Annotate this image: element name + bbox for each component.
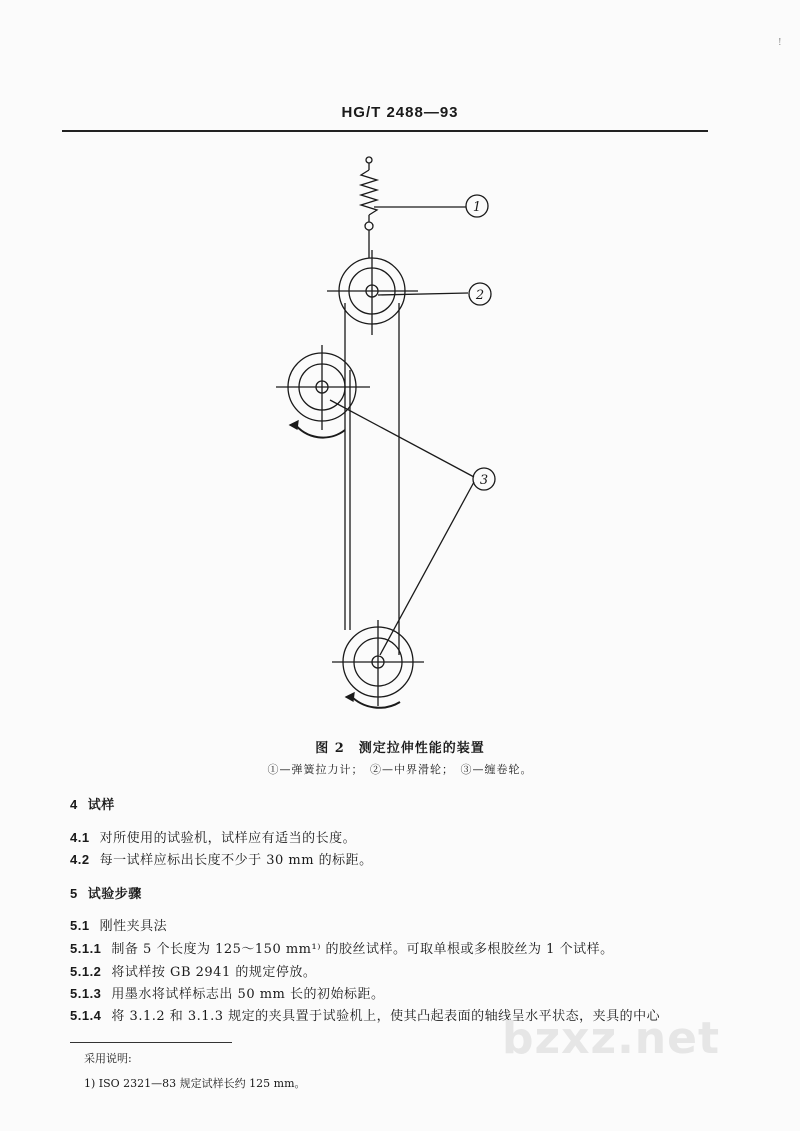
tensile-apparatus-diagram — [0, 140, 800, 730]
footnote-rule — [70, 1042, 232, 1043]
callout-label-2: 2 — [475, 288, 485, 303]
winding-wheel-upper — [276, 345, 370, 438]
clause-text: 每一试样应标出长度不少于 30 mm 的标距。 — [99, 853, 373, 868]
clause-4-1 — [70, 827, 356, 846]
clause-5-1 — [70, 915, 167, 934]
figure-caption: 图 2 测定拉伸性能的装置 — [315, 741, 485, 756]
clause-number: 5.1.4 — [70, 1008, 102, 1023]
clause-text: 对所使用的试验机，试样应有适当的长度。 — [99, 831, 357, 846]
clause-number: 4 — [70, 797, 78, 812]
watermark: bzxz.net — [502, 1013, 721, 1064]
clause-4-2 — [70, 849, 373, 868]
clause-number: 5.1.2 — [70, 964, 102, 979]
clause-text: 试样 — [87, 798, 115, 813]
clause-text: 刚性夹具法 — [99, 919, 168, 934]
footnote-text: 1) ISO 2321—83 规定试样长约 125 mm。 — [84, 1077, 306, 1090]
clause-5-1-2 — [70, 961, 316, 980]
clause-number: 5 — [70, 886, 78, 901]
corner-mark: ! — [778, 38, 782, 48]
clause-text: 制备 5 个长度为 125～150 mm¹⁾ 的胶丝试样。可取单根或多根胶丝为 1 个试样。 — [111, 942, 614, 957]
section-heading-4 — [70, 794, 115, 813]
clause-number: 5.1.3 — [70, 986, 102, 1001]
footnote-title: 采用说明: — [84, 1052, 132, 1065]
clause-text: 用墨水将试样标志出 50 mm 长的初始标距。 — [111, 987, 385, 1002]
clause-5-1-1 — [70, 938, 614, 957]
clause-text: 将 3.1.2 和 3.1.3 规定的夹具置于试验机上，使其凸起表面的轴线呈水平状态，夹具的中心 — [111, 1009, 661, 1024]
intermediate-pulley — [327, 250, 418, 335]
callout-3 — [473, 468, 495, 490]
leader-lines — [330, 207, 474, 655]
callout-label-1: 1 — [472, 200, 482, 215]
clause-text: 试验步骤 — [87, 887, 142, 902]
standard-code-header: HG/T 2488—93 — [341, 104, 459, 121]
winding-wheel-lower — [332, 620, 424, 708]
clause-number: 5.1.1 — [70, 941, 102, 956]
clause-text: 将试样按 GB 2941 的规定停放。 — [111, 965, 317, 980]
callout-2 — [469, 283, 491, 305]
figure-legend: ①—弹簧拉力计； ②—中界滑轮； ③—缠卷轮。 — [267, 763, 533, 776]
filament-path — [345, 303, 399, 655]
clause-number: 4.2 — [70, 852, 90, 867]
clause-number: 4.1 — [70, 830, 90, 845]
section-heading-5 — [70, 883, 142, 902]
callout-label-3: 3 — [479, 473, 489, 488]
clause-number: 5.1 — [70, 918, 90, 933]
header-rule — [62, 130, 708, 132]
clause-5-1-3 — [70, 983, 385, 1002]
callout-1 — [466, 195, 488, 217]
